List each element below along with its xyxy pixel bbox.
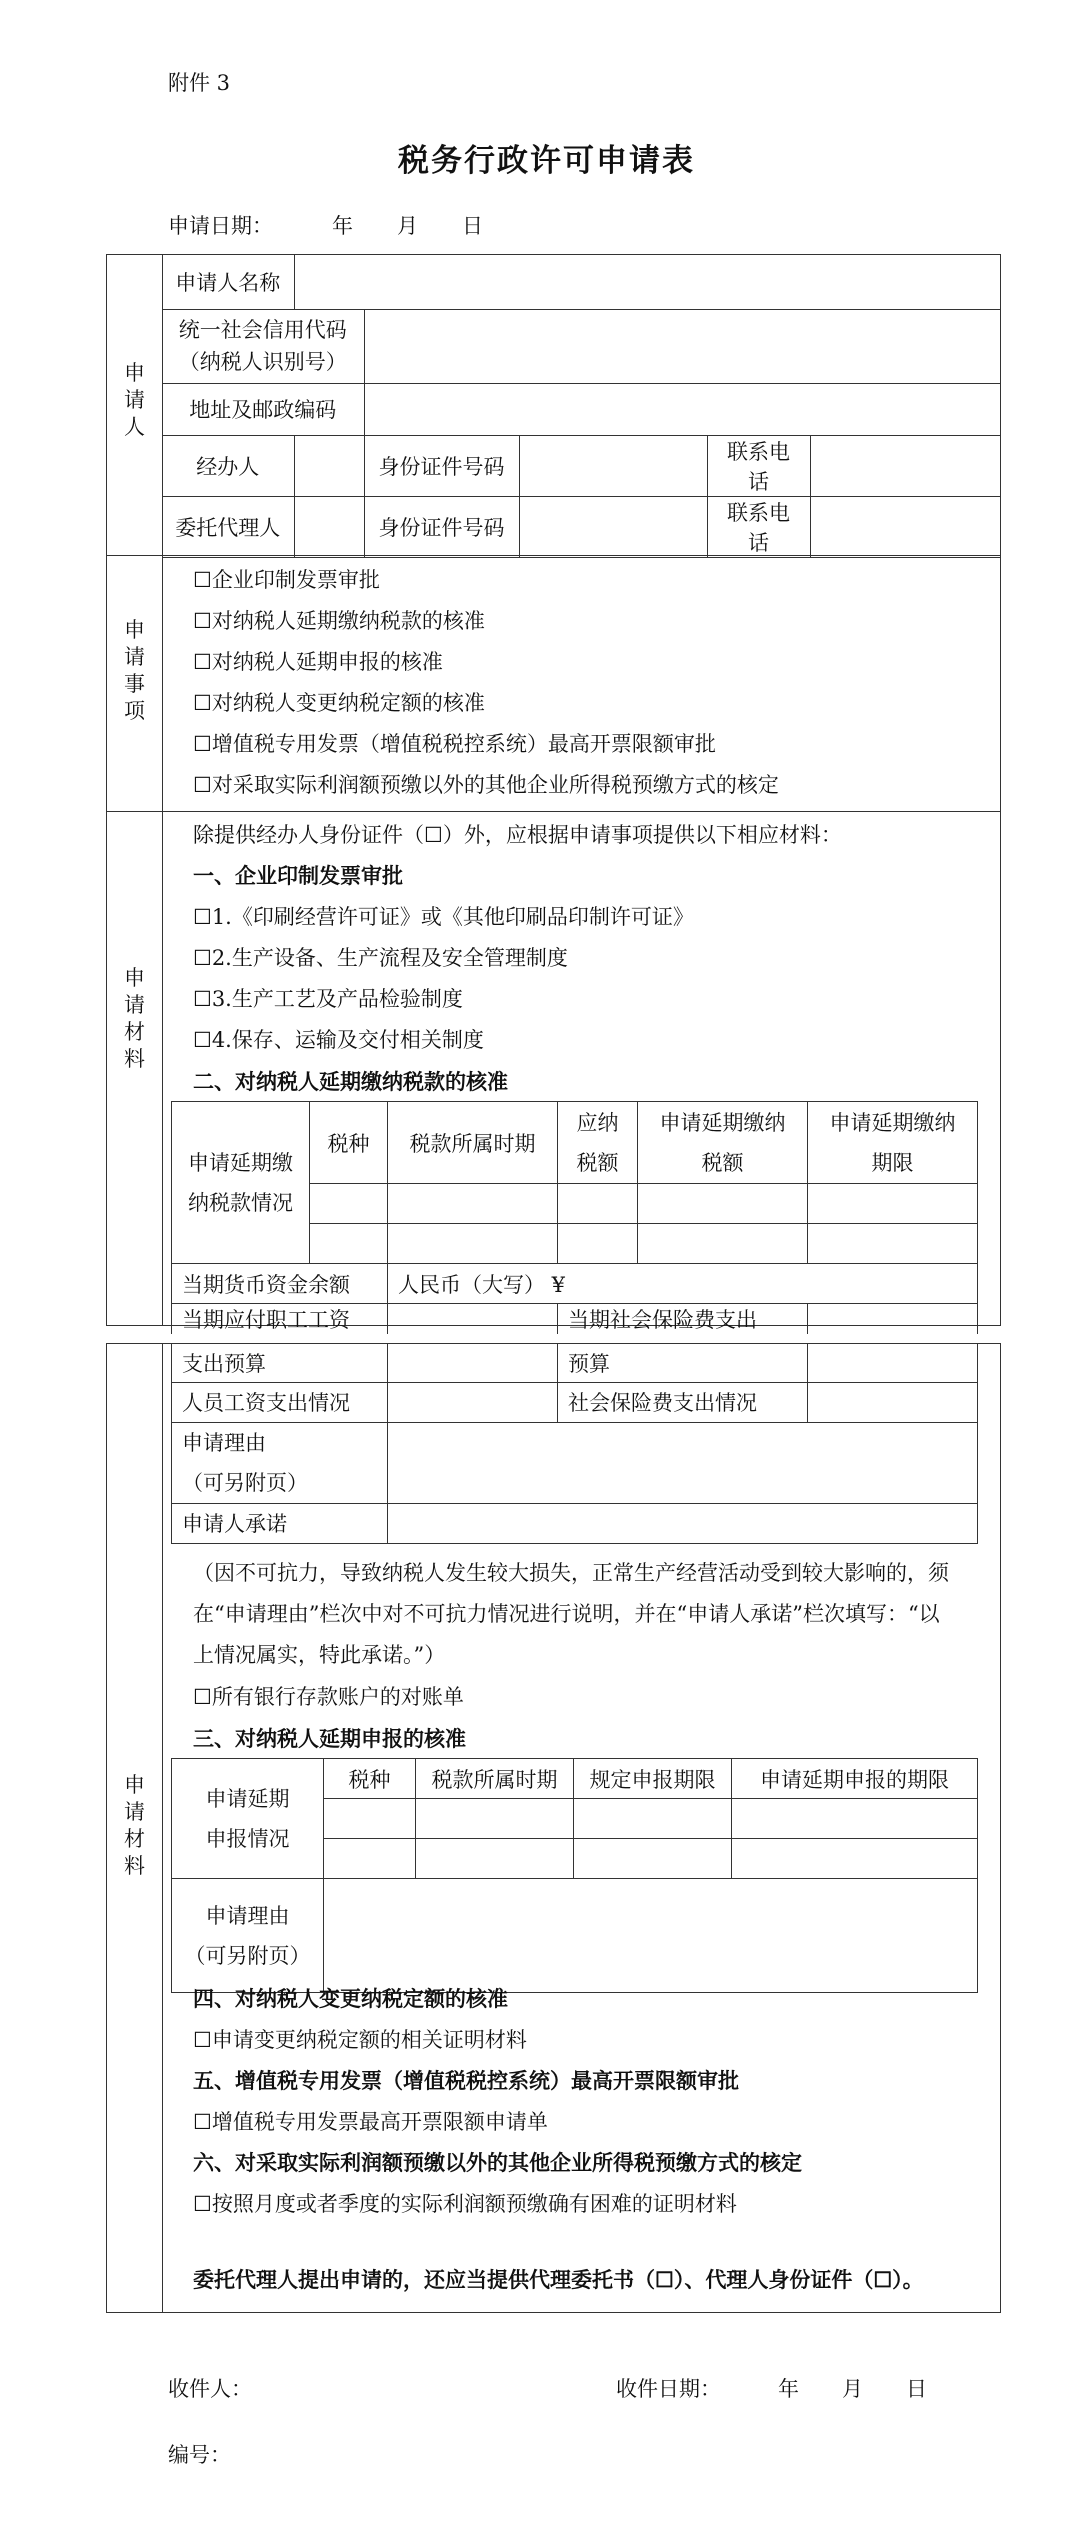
number-label: 编号： <box>168 2443 231 2467</box>
cell[interactable] <box>324 1799 416 1839</box>
col-decl-tax-type: 税种 <box>324 1759 416 1799</box>
applicant-table <box>162 255 1000 558</box>
deferred-payment-table <box>171 1101 978 1264</box>
reason-label: 申请理由 （可另附页） <box>172 1422 388 1503</box>
social-field[interactable] <box>808 1304 978 1335</box>
budget-table <box>171 1344 978 1544</box>
cell[interactable] <box>324 1839 416 1879</box>
closing-note: 委托代理人提出申请的，还应当提供代理委托书（☐）、代理人身份证件（☐）。 <box>193 2267 924 2292</box>
cell[interactable] <box>388 1184 558 1224</box>
col-decl-deferred: 申请延期申报的期限 <box>732 1759 978 1799</box>
col-deferred-deadline: 申请延期缴纳 期限 <box>808 1102 978 1184</box>
cell[interactable] <box>310 1224 388 1264</box>
s1-item-2[interactable]: ☐2.生产设备、生产流程及安全管理制度 <box>193 946 568 970</box>
col-payable: 应纳 税额 <box>558 1102 638 1184</box>
cell[interactable] <box>808 1184 978 1224</box>
agent-id-label: 身份证件号码 <box>364 496 519 557</box>
handler-id-label: 身份证件号码 <box>364 435 519 496</box>
agent-label: 委托代理人 <box>162 496 294 557</box>
matters-section-label: 申 请 事 项 <box>124 618 145 723</box>
receiver-label: 收件人： <box>168 2377 252 2401</box>
cell[interactable] <box>558 1184 638 1224</box>
matter-item-1[interactable]: ☐企业印制发票审批 <box>193 568 380 592</box>
cell[interactable] <box>416 1839 574 1879</box>
s6-item[interactable]: ☐按照月度或者季度的实际利润额预缴确有困难的证明材料 <box>193 2192 737 2216</box>
cell[interactable] <box>638 1224 808 1264</box>
note-line-3: 上情况属实，特此承诺。”） <box>193 1643 446 1667</box>
cell[interactable] <box>388 1224 558 1264</box>
s5-item[interactable]: ☐增值税专用发票最高开票限额申请单 <box>193 2110 548 2134</box>
social-label: 当期社会保险费支出 <box>558 1304 808 1335</box>
address-label: 地址及邮政编码 <box>162 383 364 435</box>
apply-date-year: 年 <box>332 214 353 238</box>
handler-phone-field[interactable] <box>810 435 1000 496</box>
cash-balance-label: 当期货币资金余额 <box>172 1264 388 1304</box>
receive-date-month: 月 <box>842 2377 863 2401</box>
social-exp-field[interactable] <box>808 1382 978 1422</box>
s1-item-1[interactable]: ☐1.《印刷经营许可证》或《其他印刷品印制许可证》 <box>193 905 694 929</box>
s1-item-4[interactable]: ☐4.保存、运输及交付相关制度 <box>193 1028 484 1052</box>
matter-item-4[interactable]: ☐对纳税人变更纳税定额的核准 <box>193 691 485 715</box>
materials-section-label-2: 申 请 材 料 <box>124 1773 145 1878</box>
receive-date-label: 收件日期： <box>616 2377 721 2401</box>
s3-heading: 三、对纳税人延期申报的核准 <box>193 1726 466 1751</box>
col-tax-type: 税种 <box>310 1102 388 1184</box>
s1-heading: 一、企业印制发票审批 <box>193 863 403 888</box>
agent-id-field[interactable] <box>519 496 707 557</box>
agent-phone-label: 联系电话 <box>707 496 810 557</box>
wages-table <box>171 1303 978 1334</box>
divider-matters <box>107 555 1000 556</box>
cell[interactable] <box>558 1224 638 1264</box>
budget-label: 支出预算 <box>172 1344 388 1382</box>
s6-heading: 六、对采取实际利润额预缴以外的其他企业所得税预缴方式的核定 <box>193 2150 802 2175</box>
address-field[interactable] <box>364 383 1000 435</box>
s2-heading: 二、对纳税人延期缴纳税款的核准 <box>193 1069 508 1094</box>
cell[interactable] <box>638 1184 808 1224</box>
cell[interactable] <box>574 1839 732 1879</box>
materials-intro: 除提供经办人身份证件（☐）外，应根据申请事项提供以下相应材料： <box>193 823 842 847</box>
reason-field[interactable] <box>388 1422 978 1503</box>
cell[interactable] <box>732 1799 978 1839</box>
agent-field[interactable] <box>294 496 364 557</box>
matter-item-3[interactable]: ☐对纳税人延期申报的核准 <box>193 650 443 674</box>
cell[interactable] <box>310 1184 388 1224</box>
rmb-field[interactable]: 人民币（大写） ¥ <box>388 1264 978 1304</box>
cell[interactable] <box>416 1799 574 1839</box>
wages-field[interactable] <box>388 1304 558 1335</box>
agent-phone-field[interactable] <box>810 496 1000 557</box>
promise-label: 申请人承诺 <box>172 1503 388 1543</box>
decl-reason-label: 申请理由 （可另附页） <box>172 1879 324 1993</box>
materials-section-label: 申 请 材 料 <box>124 966 145 1071</box>
handler-id-field[interactable] <box>519 435 707 496</box>
handler-field[interactable] <box>294 435 364 496</box>
s5-heading: 五、增值税专用发票（增值税税控系统）最高开票限额审批 <box>193 2068 739 2093</box>
cell[interactable] <box>732 1839 978 1879</box>
credit-code-label: 统一社会信用代码 （纳税人识别号） <box>162 309 364 383</box>
applicant-name-label: 申请人名称 <box>162 255 294 309</box>
cell[interactable] <box>808 1224 978 1264</box>
divider-materials <box>107 811 1000 812</box>
deferred-declaration-table <box>171 1758 978 1993</box>
page-title: 税务行政许可申请表 <box>398 143 695 179</box>
statement-item[interactable]: ☐所有银行存款账户的对账单 <box>193 1685 464 1709</box>
col-decl-deadline: 规定申报期限 <box>574 1759 732 1799</box>
promise-field[interactable] <box>388 1503 978 1543</box>
deferred-declaration-label: 申请延期 申报情况 <box>172 1759 324 1879</box>
attachment-label: 附件 3 <box>168 71 231 95</box>
col-tax-period: 税款所属时期 <box>388 1102 558 1184</box>
deferred-payment-label: 申请延期缴 纳税款情况 <box>172 1102 310 1264</box>
wage-exp-field[interactable] <box>388 1382 558 1422</box>
form-box-1 <box>106 254 1001 1332</box>
s4-item[interactable]: ☐申请变更纳税定额的相关证明材料 <box>193 2028 527 2052</box>
s1-item-3[interactable]: ☐3.生产工艺及产品检验制度 <box>193 987 463 1011</box>
applicant-section-label: 申 请 人 <box>124 361 145 439</box>
form-box-2 <box>106 1343 1001 2313</box>
credit-code-field[interactable] <box>364 309 1000 383</box>
budget-field[interactable] <box>388 1344 558 1382</box>
handler-phone-label: 联系电话 <box>707 435 810 496</box>
apply-date-month: 月 <box>397 214 418 238</box>
wages-label: 当期应付职工工资 <box>172 1304 388 1335</box>
receive-date-year: 年 <box>778 2377 799 2401</box>
applicant-name-field[interactable] <box>294 255 1000 309</box>
wage-exp-label: 人员工资支出情况 <box>172 1382 388 1422</box>
apply-date-day: 日 <box>462 214 483 238</box>
receive-date-day: 日 <box>906 2377 927 2401</box>
apply-date-label: 申请日期： <box>168 214 273 238</box>
note-line-2: 在“申请理由”栏次中对不可抗力情况进行说明，并在“申请人承诺”栏次填写：“以 <box>193 1602 940 1626</box>
matter-item-2[interactable]: ☐对纳税人延期缴纳税款的核准 <box>193 609 485 633</box>
social-exp-label: 社会保险费支出情况 <box>558 1382 808 1422</box>
budget2-label: 预算 <box>558 1344 808 1382</box>
matter-item-6[interactable]: ☐对采取实际利润额预缴以外的其他企业所得税预缴方式的核定 <box>193 773 779 797</box>
cell[interactable] <box>574 1799 732 1839</box>
s4-heading: 四、对纳税人变更纳税定额的核准 <box>193 1986 508 2011</box>
decl-reason-field[interactable] <box>324 1879 978 1993</box>
cash-balance-table <box>171 1263 978 1304</box>
budget2-field[interactable] <box>808 1344 978 1382</box>
handler-label: 经办人 <box>162 435 294 496</box>
col-decl-period: 税款所属时期 <box>416 1759 574 1799</box>
note-line-1: （因不可抗力，导致纳税人发生较大损失，正常生产经营活动受到较大影响的，须 <box>193 1561 949 1585</box>
col-deferred-amount: 申请延期缴纳 税额 <box>638 1102 808 1184</box>
matter-item-5[interactable]: ☐增值税专用发票（增值税税控系统）最高开票限额审批 <box>193 732 716 756</box>
